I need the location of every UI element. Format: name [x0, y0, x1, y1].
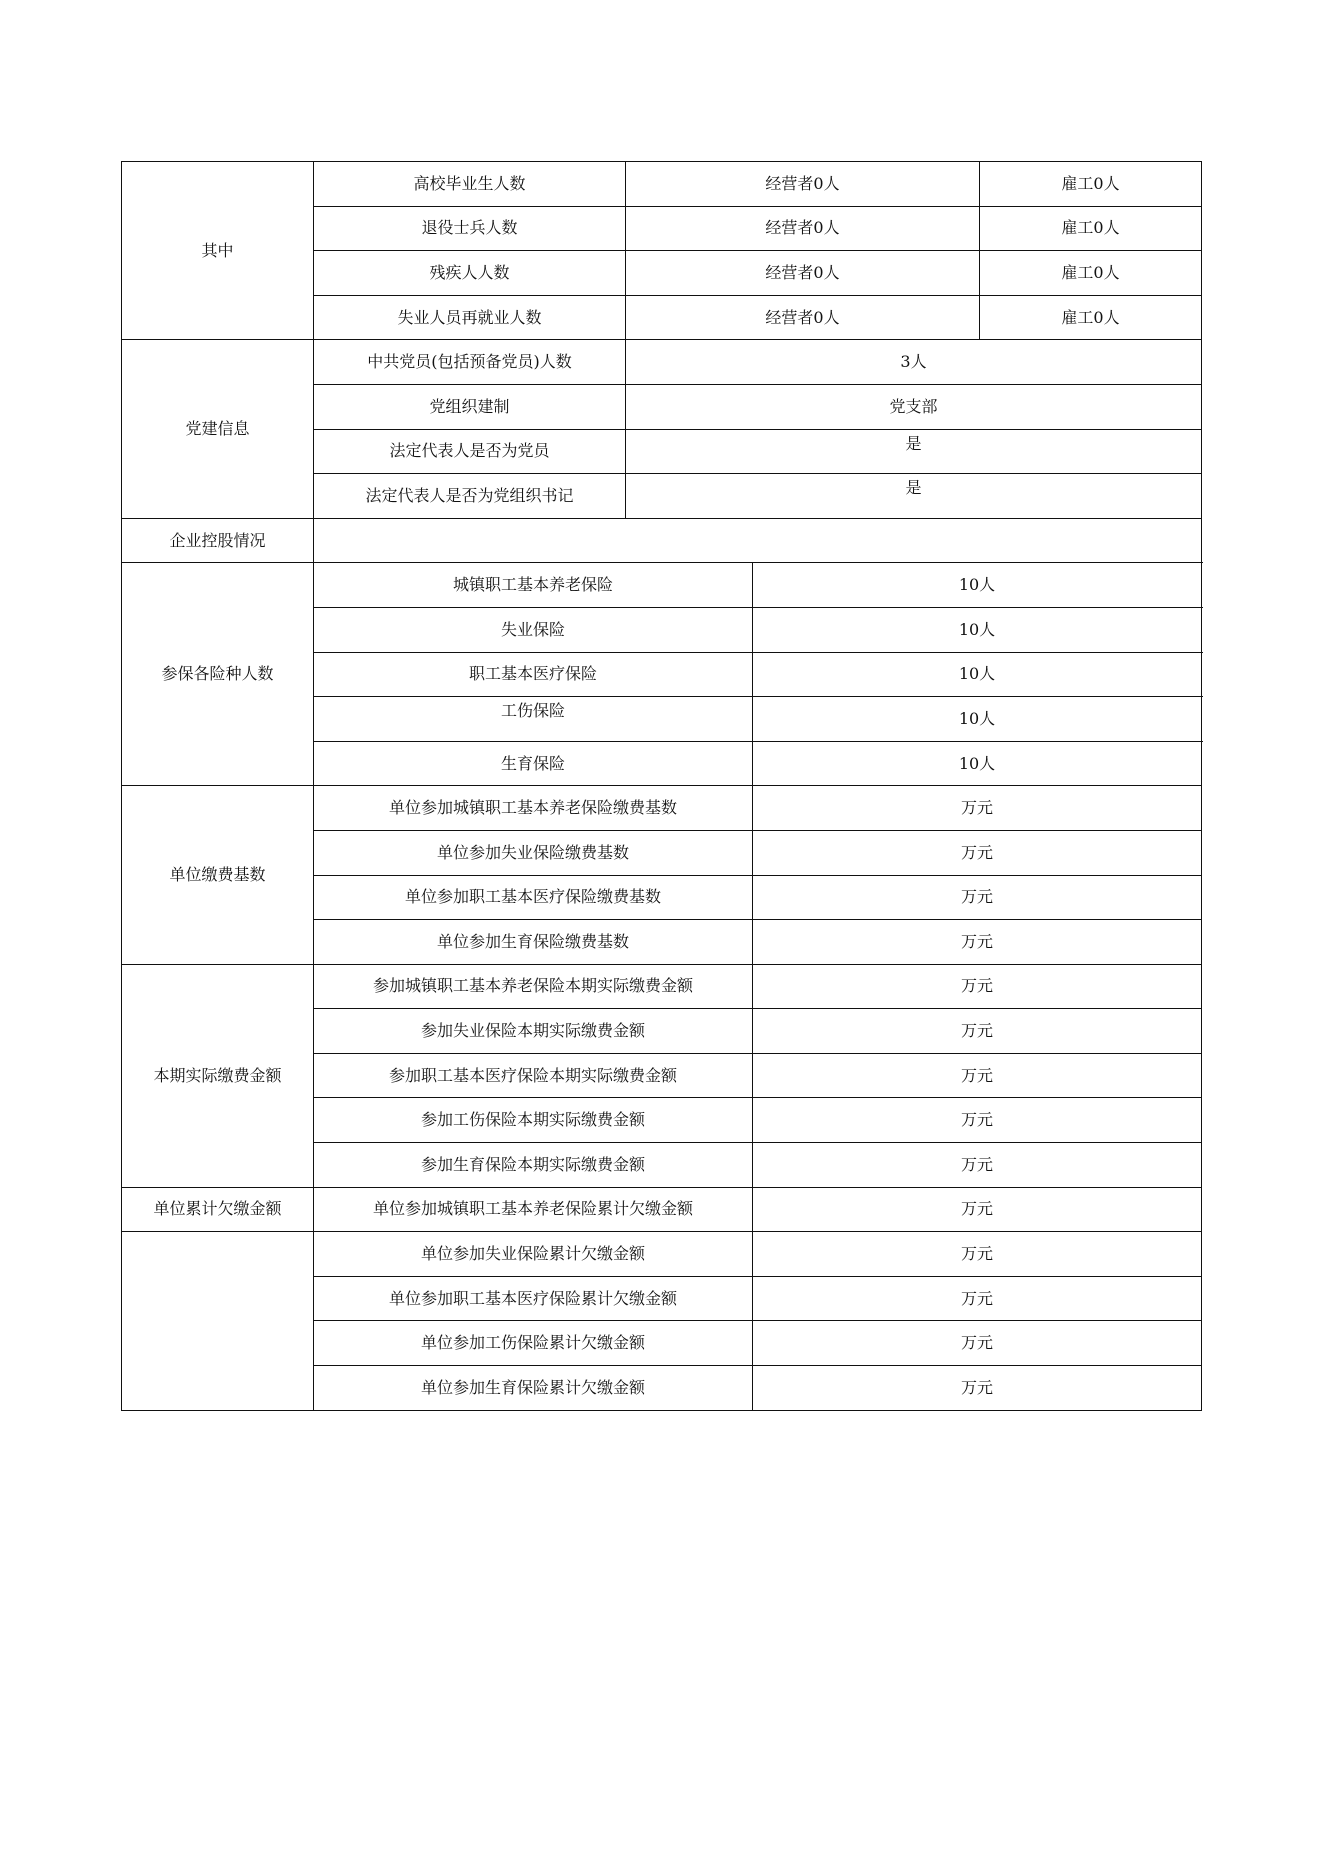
category-label-empty	[122, 1232, 314, 1410]
insured-count: 10人	[753, 563, 1202, 608]
party-value: 3人	[626, 340, 1202, 385]
category-label: 党建信息	[122, 340, 314, 518]
item-label: 生育保险	[314, 741, 753, 786]
item-label: 参加工伤保险本期实际缴费金额	[314, 1098, 753, 1143]
category-label: 本期实际缴费金额	[122, 964, 314, 1187]
social-insurance-table	[121, 161, 1202, 1411]
item-label: 参加职工基本医疗保险本期实际缴费金额	[314, 1053, 753, 1098]
party-value: 是	[626, 474, 1202, 519]
item-label: 单位参加职工基本医疗保险累计欠缴金额	[314, 1276, 753, 1321]
item-label: 单位参加生育保险累计欠缴金额	[314, 1366, 753, 1411]
party-value: 是	[626, 429, 1202, 474]
employees-value: 雇工0人	[980, 206, 1202, 251]
amount-value: 万元	[753, 786, 1202, 831]
report-sheet	[121, 161, 1202, 1411]
holding-value	[314, 518, 1202, 563]
item-label: 参加城镇职工基本养老保险本期实际缴费金额	[314, 964, 753, 1009]
amount-value: 万元	[753, 964, 1202, 1009]
category-label: 单位累计欠缴金额	[122, 1187, 314, 1232]
insured-count: 10人	[753, 607, 1202, 652]
amount-value: 万元	[753, 1366, 1202, 1411]
item-label: 中共党员(包括预备党员)人数	[314, 340, 626, 385]
item-label: 单位参加城镇职工基本养老保险缴费基数	[314, 786, 753, 831]
category-label: 参保各险种人数	[122, 563, 314, 786]
table-row	[122, 563, 1202, 608]
insured-count: 10人	[753, 697, 1202, 742]
item-label: 单位参加城镇职工基本养老保险累计欠缴金额	[314, 1187, 753, 1232]
table-row	[122, 1232, 1202, 1277]
amount-value: 万元	[753, 1143, 1202, 1188]
item-label: 参加生育保险本期实际缴费金额	[314, 1143, 753, 1188]
category-label: 企业控股情况	[122, 518, 314, 563]
amount-value: 万元	[753, 1053, 1202, 1098]
category-label: 单位缴费基数	[122, 786, 314, 964]
category-label: 其中	[122, 162, 314, 340]
item-label: 高校毕业生人数	[314, 162, 626, 207]
item-label: 参加失业保险本期实际缴费金额	[314, 1009, 753, 1054]
table-row	[122, 518, 1202, 563]
operators-value: 经营者0人	[626, 206, 980, 251]
operators-value: 经营者0人	[626, 295, 980, 340]
amount-value: 万元	[753, 1276, 1202, 1321]
item-label: 工伤保险	[314, 697, 753, 742]
amount-value: 万元	[753, 830, 1202, 875]
item-label: 退役士兵人数	[314, 206, 626, 251]
amount-value: 万元	[753, 1232, 1202, 1277]
item-label: 单位参加失业保险累计欠缴金额	[314, 1232, 753, 1277]
amount-value: 万元	[753, 1098, 1202, 1143]
item-label: 残疾人人数	[314, 251, 626, 296]
item-label: 法定代表人是否为党组织书记	[314, 474, 626, 519]
insured-count: 10人	[753, 741, 1202, 786]
item-label: 法定代表人是否为党员	[314, 429, 626, 474]
operators-value: 经营者0人	[626, 162, 980, 207]
item-label: 职工基本医疗保险	[314, 652, 753, 697]
item-label: 单位参加工伤保险累计欠缴金额	[314, 1321, 753, 1366]
item-label: 城镇职工基本养老保险	[314, 563, 753, 608]
item-label: 单位参加职工基本医疗保险缴费基数	[314, 875, 753, 920]
table-row	[122, 162, 1202, 207]
item-label: 单位参加生育保险缴费基数	[314, 920, 753, 965]
table-row	[122, 340, 1202, 385]
item-label: 失业人员再就业人数	[314, 295, 626, 340]
item-label: 失业保险	[314, 607, 753, 652]
operators-value: 经营者0人	[626, 251, 980, 296]
amount-value: 万元	[753, 1321, 1202, 1366]
table-row	[122, 964, 1202, 1009]
table-row	[122, 1187, 1202, 1232]
item-label: 单位参加失业保险缴费基数	[314, 830, 753, 875]
employees-value: 雇工0人	[980, 162, 1202, 207]
amount-value: 万元	[753, 875, 1202, 920]
insured-count: 10人	[753, 652, 1202, 697]
amount-value: 万元	[753, 1187, 1202, 1232]
item-label: 党组织建制	[314, 384, 626, 429]
employees-value: 雇工0人	[980, 295, 1202, 340]
party-value: 党支部	[626, 384, 1202, 429]
employees-value: 雇工0人	[980, 251, 1202, 296]
table-row	[122, 786, 1202, 831]
amount-value: 万元	[753, 1009, 1202, 1054]
amount-value: 万元	[753, 920, 1202, 965]
